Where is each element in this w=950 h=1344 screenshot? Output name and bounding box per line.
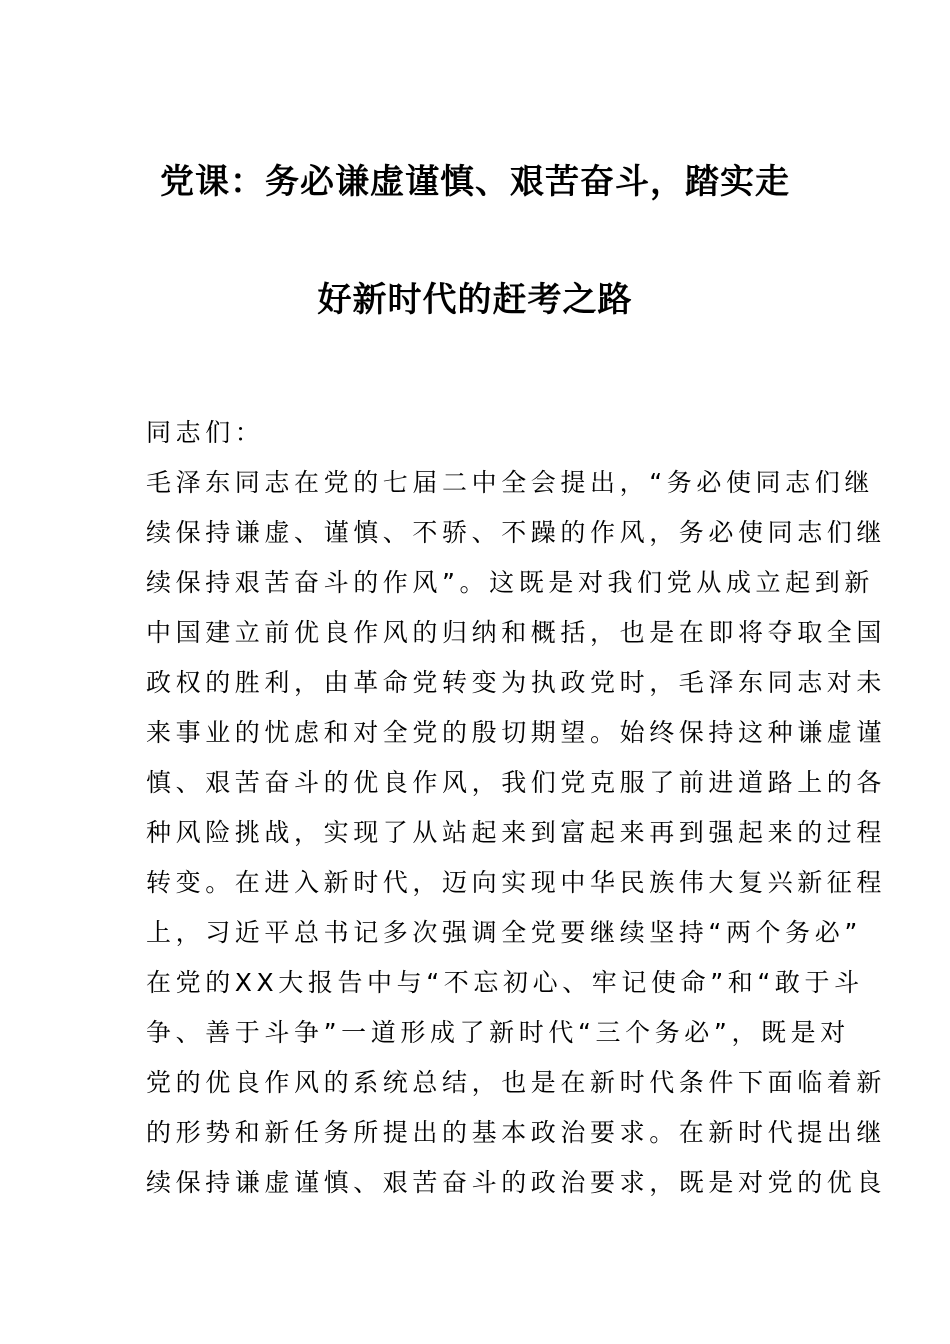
paragraph-line: 在党的XX大报告中与“不忘初心、牢记使命”和“敢于斗: [146, 968, 864, 997]
salutation: 同志们：: [146, 418, 265, 447]
paragraph-line: 上，习近平总书记多次强调全党要继续坚持“两个务必”: [146, 918, 862, 947]
paragraph-line: 党的优良作风的系统总结，也是在新时代条件下面临着新: [146, 1068, 887, 1097]
paragraph-line: 来事业的忧虑和对全党的殷切期望。始终保持这种谦虚谨: [146, 718, 887, 747]
document-title-line-1: 党课：务必谦虚谨慎、艰苦奋斗，踏实走: [160, 162, 790, 202]
paragraph-line: 争、善于斗争”一道形成了新时代“三个务必”，既是对: [146, 1018, 850, 1047]
paragraph-line: 续保持艰苦奋斗的作风”。这既是对我们党从成立起到新: [146, 568, 874, 597]
paragraph-line: 续保持谦虚谨慎、艰苦奋斗的政治要求，既是对党的优良: [146, 1168, 887, 1197]
paragraph-line: 种风险挑战，实现了从站起来到富起来再到强起来的过程: [146, 818, 887, 847]
paragraph-line: 转变。在进入新时代，迈向实现中华民族伟大复兴新征程: [146, 868, 887, 897]
document-title-line-2: 好新时代的赶考之路: [317, 280, 633, 320]
paragraph-line: 续保持谦虚、谨慎、不骄、不躁的作风，务必使同志们继: [146, 518, 887, 547]
paragraph-line: 中国建立前优良作风的归纳和概括，也是在即将夺取全国: [146, 618, 887, 647]
paragraph-line: 毛泽东同志在党的七届二中全会提出，“务必使同志们继: [146, 468, 874, 497]
paragraph-line: 的形势和新任务所提出的基本政治要求。在新时代提出继: [146, 1118, 887, 1147]
paragraph-line: 慎、艰苦奋斗的优良作风，我们党克服了前进道路上的各: [146, 768, 887, 797]
paragraph-line: 政权的胜利，由革命党转变为执政党时，毛泽东同志对未: [146, 668, 887, 697]
